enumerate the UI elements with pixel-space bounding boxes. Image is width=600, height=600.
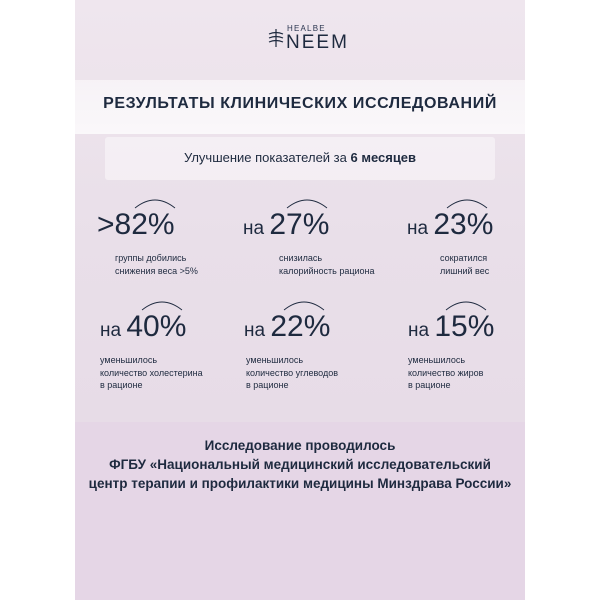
logo-brand-text: HEALBE <box>287 24 326 33</box>
stat-item <box>100 298 250 398</box>
stat-value-line <box>407 208 493 242</box>
stat-item <box>408 298 525 398</box>
stat-value-line <box>100 310 186 344</box>
stat-desc-line: количество жиров <box>408 367 484 378</box>
stat-prefix: на <box>408 320 435 341</box>
stat-desc-line: количество холестерина <box>100 367 203 378</box>
stat-desc-line: калорийность рациона <box>279 265 375 276</box>
stat-item <box>244 298 394 398</box>
stat-value-line <box>97 208 175 242</box>
stat-desc-line: сократился <box>440 253 488 263</box>
stat-desc-line: уменьшилось <box>408 355 466 365</box>
stat-value-line <box>244 310 330 344</box>
brand-logo <box>268 18 388 58</box>
logo-mark-icon <box>268 28 284 48</box>
stat-value: 27% <box>269 208 330 241</box>
stat-value-line <box>243 208 329 242</box>
stat-description <box>115 252 198 277</box>
stat-prefix: на <box>100 320 127 341</box>
stat-item <box>407 196 525 296</box>
stat-description <box>408 354 483 392</box>
stat-prefix: на <box>244 320 271 341</box>
stat-value: 23% <box>433 208 494 241</box>
stat-desc-line: уменьшилось <box>246 355 304 365</box>
subtitle <box>75 150 525 165</box>
subtitle-text: Улучшение показателей за <box>183 150 351 165</box>
stat-item <box>243 196 393 296</box>
stat-desc-line: количество углеводов <box>246 367 338 378</box>
research-info-text <box>75 436 525 493</box>
research-line: центр терапии и профилактики медицины Минздрава России» <box>88 476 512 491</box>
stat-value: >82% <box>97 208 175 241</box>
stat-prefix: на <box>243 218 270 239</box>
stat-value: 22% <box>270 310 331 343</box>
stat-desc-line: в рационе <box>100 380 143 390</box>
stat-desc-line: в рационе <box>246 380 289 390</box>
stat-item <box>95 196 245 296</box>
page-title: РЕЗУЛЬТАТЫ КЛИНИЧЕСКИХ ИССЛЕДОВАНИЙ <box>103 95 497 112</box>
stat-desc-line: в рационе <box>408 380 451 390</box>
research-line: ФГБУ «Национальный медицинский исследовательский <box>109 457 491 472</box>
stat-description <box>279 252 375 277</box>
stat-description <box>440 252 489 277</box>
stat-desc-line: уменьшилось <box>100 355 158 365</box>
stat-prefix: на <box>407 218 434 239</box>
stat-desc-line: снизилась <box>279 253 323 263</box>
stat-value: 40% <box>126 310 187 343</box>
stat-description <box>100 354 203 392</box>
product-card <box>75 0 525 600</box>
stat-description <box>246 354 338 392</box>
stat-desc-line: группы добились <box>115 253 187 263</box>
research-line: Исследование проводилось <box>204 438 396 453</box>
stat-value: 15% <box>434 310 495 343</box>
stat-desc-line: снижения веса >5% <box>115 265 198 276</box>
logo-product-text: NEEM <box>286 32 349 53</box>
subtitle-period: 6 месяцев <box>350 150 417 165</box>
stat-desc-line: лишний вес <box>440 265 490 276</box>
stat-value-line <box>408 310 494 344</box>
